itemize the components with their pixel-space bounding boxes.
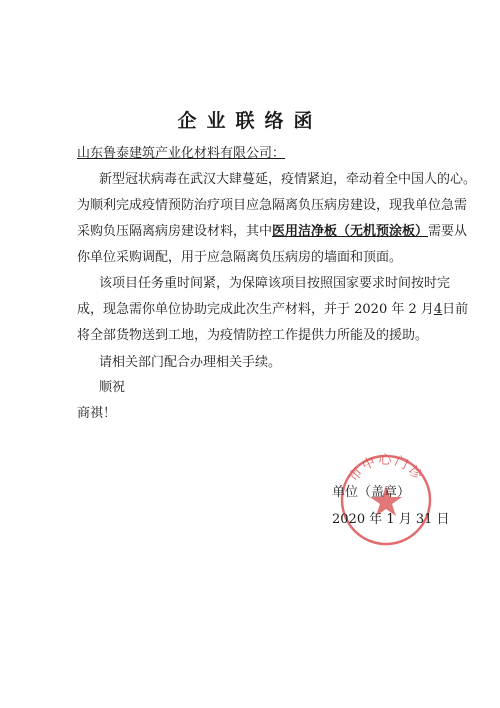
paragraph2-line2-start: 成，现急需你单位协助完成此次生产材料，并于 2020 年 2 月	[77, 302, 434, 317]
paragraph1-line1: 新型冠状病毒在武汉大肆蔓延，疫情紧迫，牵动着全中国人的心。	[99, 172, 477, 187]
paragraph1-line3	[77, 224, 467, 240]
closing-blessing: 商祺！	[77, 406, 117, 421]
paragraph1-line3-end: 需要从	[428, 224, 468, 239]
paragraph2-line2	[77, 302, 468, 318]
seal-text: 市中心门诊	[346, 452, 426, 485]
deadline-day: 4	[433, 302, 443, 317]
signer-unit-seal: 单位（盖章）	[332, 485, 411, 500]
svg-text:市中心门诊	[346, 453, 426, 485]
paragraph1-line4: 你单位采购调配，用于应急隔离负压病房的墙面和顶面。	[77, 250, 403, 265]
product-name-emphasis: 医用洁净板（无机预涂板）	[272, 224, 429, 239]
paragraph2-line1: 该项目任务重时间紧，为保障该项目按照国家要求时间按时完	[99, 276, 451, 291]
paragraph1-line2: 为顺利完成疫情预防治疗项目应急隔离负压病房建设，现我单位急需	[77, 198, 468, 213]
paragraph3: 请相关部门配合办理相关手续。	[99, 355, 282, 370]
paragraph2-line3: 将全部货物送到工地，为疫情防控工作提供力所能及的援助。	[77, 328, 429, 343]
document-title: 企业联络函	[177, 110, 323, 132]
paragraph1-line3-start: 采购负压隔离病房建设材料，其中	[77, 224, 273, 239]
letter-date: 2020 年 1 月 31 日	[332, 512, 450, 527]
closing-wish: 顺祝	[99, 380, 126, 395]
addressee: 山东鲁泰建筑产业化材料有限公司：	[77, 146, 286, 161]
paragraph2-line2-end: 日前	[442, 302, 469, 317]
